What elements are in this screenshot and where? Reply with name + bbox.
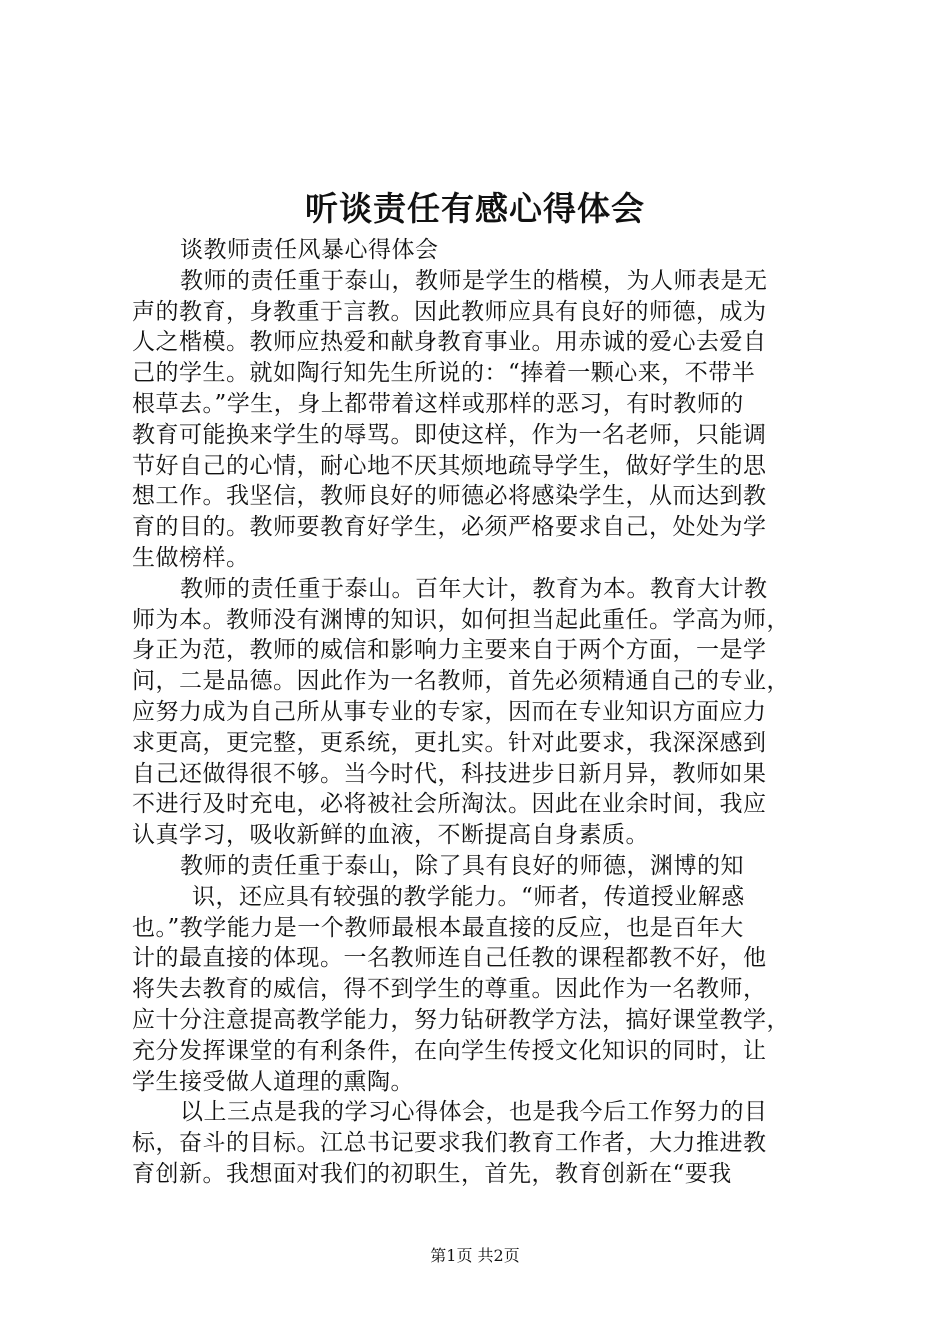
- text-line: 人之楷模。教师应热爱和献身教育事业。用赤诚的爱心去爱自: [132, 329, 767, 356]
- document-body: [132, 235, 836, 1190]
- text-line: 育创新。我想面对我们的初职生，首先，教育创新在“要我: [132, 1160, 732, 1187]
- text-line: 将失去教育的威信，得不到学生的尊重。因此作为一名教师，: [132, 976, 767, 1003]
- text-line: 也。”教学能力是一个教师最根本最直接的反应，也是百年大: [132, 914, 744, 941]
- text-line: 根草去。”学生，身上都带着这样或那样的恶习，有时教师的: [132, 390, 744, 417]
- text-line: 想工作。我坚信，教师良好的师德必将感染学生，从而达到教: [132, 483, 767, 510]
- text-line: 计的最直接的体现。一名教师连自己任教的课程都教不好，他: [132, 945, 767, 972]
- text-line: 生做榜样。: [132, 544, 250, 571]
- text-line: 身正为范，教师的威信和影响力主要来自于两个方面，一是学: [132, 637, 767, 664]
- text-line: 以上三点是我的学习心得体会，也是我今后工作努力的目: [180, 1099, 768, 1126]
- text-line: 认真学习，吸收新鲜的血液，不断提高自身素质。: [132, 822, 649, 849]
- text-line: 求更高，更完整，更系统，更扎实。针对此要求，我深深感到: [132, 729, 767, 756]
- text-line: 充分发挥课堂的有利条件，在向学生传授文化知识的同时，让: [132, 1037, 767, 1064]
- text-line: 谈教师责任风暴心得体会: [180, 237, 439, 263]
- text-line: 不进行及时充电，必将被社会所淘汰。因此在业余时间，我应: [132, 791, 767, 818]
- text-line: 教师的责任重于泰山，教师是学生的楷模，为人师表是无: [180, 267, 768, 294]
- text-line: 识，还应具有较强的教学能力。“师者，传道授业解惑: [192, 883, 745, 910]
- text-line: 应努力成为自己所从事专业的专家，因而在专业知识方面应力: [132, 698, 767, 725]
- text-line: 问，二是品德。因此作为一名教师，首先必须精通自己的专业，: [132, 668, 790, 695]
- text-line: 应十分注意提高教学能力，努力钻研教学方法，搞好课堂教学，: [132, 1006, 790, 1033]
- document-title: 听谈责任有感心得体会: [305, 189, 645, 228]
- page-footer: 第1页 共2页: [430, 1246, 520, 1265]
- text-line: 节好自己的心情，耐心地不厌其烦地疏导学生，做好学生的思: [132, 452, 767, 479]
- text-line: 声的教育，身教重于言教。因此教师应具有良好的师德，成为: [132, 298, 767, 325]
- text-line: 标，奋斗的目标。江总书记要求我们教育工作者，大力推进教: [132, 1130, 767, 1157]
- text-line: 学生接受做人道理的熏陶。: [132, 1068, 414, 1095]
- text-line: 教师的责任重于泰山。百年大计，教育为本。教育大计教: [180, 575, 768, 602]
- text-line: 教育可能换来学生的辱骂。即使这样，作为一名老师，只能调: [132, 421, 767, 448]
- text-line: 教师的责任重于泰山，除了具有良好的师德，渊博的知: [180, 852, 744, 879]
- text-line: 己的学生。就如陶行知先生所说的：“捧着一颗心来，不带半: [132, 360, 756, 387]
- text-line: 自己还做得很不够。当今时代，科技进步日新月异，教师如果: [132, 760, 767, 787]
- text-line: 育的目的。教师要教育好学生，必须严格要求自己，处处为学: [132, 514, 767, 541]
- text-line: 师为本。教师没有渊博的知识，如何担当起此重任。学高为师，: [132, 606, 790, 633]
